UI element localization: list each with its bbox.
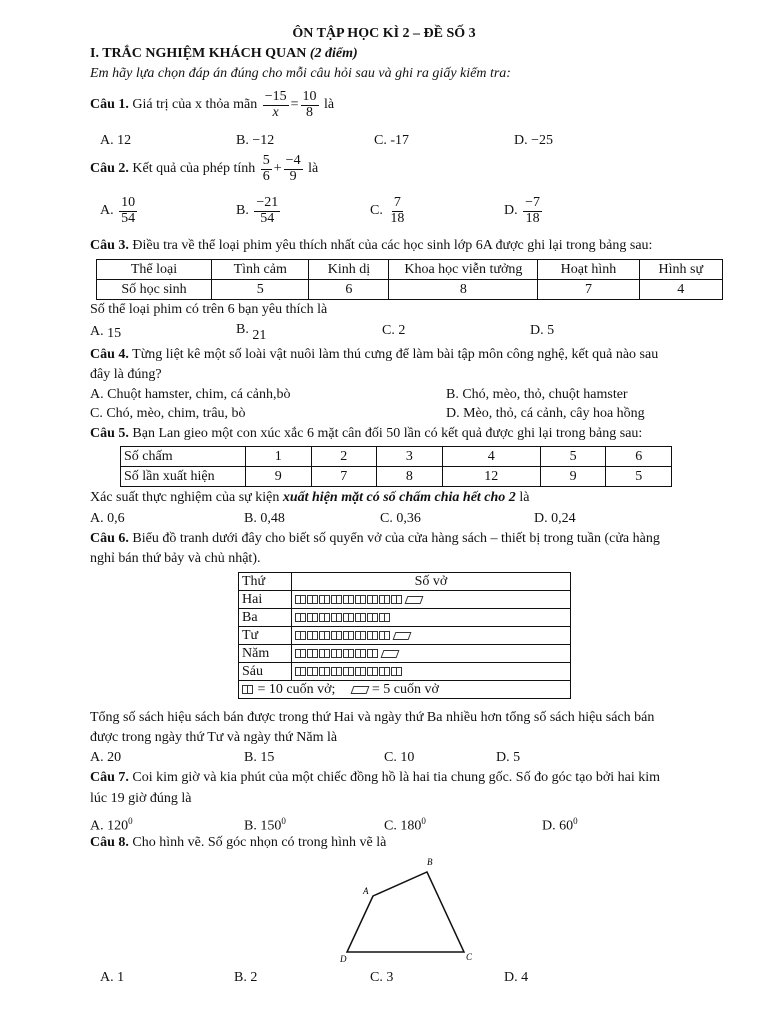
half-book-icon [381,650,400,658]
book-icon [295,631,306,640]
book-icon [367,613,378,622]
q3-option-c[interactable]: C. 2 [382,323,406,338]
q1-option-a[interactable]: A. 12 [100,133,132,148]
q1-equals: = [290,97,299,113]
table-row [97,260,723,280]
table-row [239,627,571,645]
q3-text: Điều tra về thể loại phim yêu thích nhất của các học sinh lớp 6A được ghi lại trong bảng sau: [132,238,653,253]
point-b-label: B [427,857,433,867]
q2-fraction-1: $\frac{5}{6}$ [262,153,270,184]
q1-fraction-2: $\frac{10}{8}$ [302,89,317,120]
q6-text-cont: nghỉ bán thứ bảy và chủ nhật). [90,551,261,566]
book-icon [367,631,378,640]
book-icon [343,631,354,640]
table-cell: Số vở [292,573,571,591]
q1-option-d[interactable]: D. −25 [514,133,554,148]
q3-label: Câu 3. [90,238,129,253]
book-icon [331,595,342,604]
q8-option-d[interactable]: D. 4 [504,970,529,985]
table-cell: Số chấm [121,447,246,467]
table-cell: Số học sinh [97,280,212,300]
book-icon [355,667,366,676]
book-icon [295,649,306,658]
q7-option-d[interactable]: D. $60^0$ [542,816,578,834]
q1-fraction-1: $\frac{-15}{x}$ [264,89,287,120]
table-row [239,591,571,609]
table-row [239,573,571,591]
book-icon [307,613,318,622]
icon-cell [292,591,571,609]
q8-option-b[interactable]: B. 2 [234,970,258,985]
q5-label: Câu 5. [90,426,129,441]
q8-text: Cho hình vẽ. Số góc nhọn có trong hình vẽ là [132,835,387,850]
book-icon [307,649,318,658]
table-cell: Khoa học viễn tưởng [389,260,538,280]
q6-option-a[interactable]: A. 20 [90,750,122,765]
book-icon [343,595,354,604]
table-cell: 5 [606,467,672,487]
q7-option-c[interactable]: C. $180^0$ [384,816,426,834]
q7-text: Coi kim giờ và kia phút của một chiếc đồng hồ là hai tia chung gốc. Số đo góc tạo bởi hai kim [132,770,661,785]
icon-cell [292,627,571,645]
q8-label: Câu 8. [90,835,129,850]
q3-option-b[interactable]: B. 21 [236,322,267,343]
table-cell: 1 [246,447,312,467]
table-cell: Hai [239,591,292,609]
q4-option-b[interactable]: B. Chó, mèo, thỏ, chuột hamster [446,387,628,402]
table-row [239,681,571,699]
table-row [97,280,723,300]
table-cell: 2 [311,447,377,467]
q2-plus: + [273,161,282,177]
table-cell: 8 [389,280,538,300]
table-cell: 4 [442,447,540,467]
table-cell: 7 [538,280,639,300]
q1-tail: là [324,97,335,113]
table-cell: 6 [606,447,672,467]
q7-option-a[interactable]: A. $120^0$ [90,816,133,834]
pictograph-legend [239,681,571,699]
book-icon [331,631,342,640]
book-icon [242,685,253,694]
question-8 [90,835,386,851]
table-row [239,645,571,663]
legend-half-label: = 5 cuốn vở [371,682,439,697]
q7-label: Câu 7. [90,770,129,785]
q6-option-b[interactable]: B. 15 [244,750,275,765]
q2-label: Câu 2. [90,161,129,177]
book-icon [367,649,378,658]
q3-option-a[interactable]: A. 15 [90,324,122,341]
q8-option-a[interactable]: A. 1 [100,970,125,985]
table-cell: Sáu [239,663,292,681]
book-icon [319,667,330,676]
table-row [121,467,672,487]
question-5 [90,426,642,442]
book-icon [319,631,330,640]
book-icon [307,595,318,604]
q4-option-a[interactable]: A. Chuột hamster, chim, cá cảnh,bò [90,387,291,402]
question-3 [90,238,652,254]
table-cell: Thể loại [97,260,212,280]
table-cell: 12 [442,467,540,487]
q6-option-d[interactable]: D. 5 [496,750,521,765]
book-icon [367,595,378,604]
book-icon [391,595,402,604]
section-heading [90,46,358,62]
q5-option-b[interactable]: B. 0,48 [244,511,285,526]
book-icon [307,631,318,640]
half-book-icon [351,686,370,694]
question-2 [90,154,318,184]
book-icon [319,649,330,658]
book-icon [379,595,390,604]
table-row [239,663,571,681]
book-icon [319,613,330,622]
q4-label: Câu 4. [90,347,129,362]
book-icon [295,595,306,604]
q5-option-c[interactable]: C. 0,36 [380,511,421,526]
book-icon [331,649,342,658]
book-icon [319,595,330,604]
book-icon [355,649,366,658]
q6-text: Biểu đồ tranh dưới đây cho biết số quyển vở của cửa hàng sách – thiết bị trong tuần (cửa hàng [132,531,660,546]
book-icon [343,613,354,622]
q5-table [120,446,672,487]
question-4 [90,347,658,363]
q5-option-d[interactable]: D. 0,24 [534,511,576,526]
table-cell: Năm [239,645,292,663]
book-icon [379,667,390,676]
q4-option-d[interactable]: D. Mèo, thỏ, cá cảnh, cây hoa hồng [446,406,645,421]
question-1 [90,90,334,120]
table-cell: 5 [540,447,606,467]
q8-option-c[interactable]: C. 3 [370,970,394,985]
question-7 [90,770,660,786]
book-icon [379,613,390,622]
pictograph [238,572,571,699]
book-icon [331,613,342,622]
book-icon [391,667,402,676]
icon-cell [292,645,571,663]
question-6 [90,531,660,547]
q1-label: Câu 1. [90,97,129,113]
instruction: Em hãy lựa chọn đáp án đúng cho mỗi câu hỏi sau và ghi ra giấy kiểm tra: [90,66,511,81]
icon-cell [292,663,571,681]
quadrilateral-figure [330,852,490,968]
q1-option-b[interactable]: B. −12 [236,133,275,148]
point-d-label: D [340,954,347,964]
table-cell: Hoạt hình [538,260,639,280]
q6-question: Tổng số sách hiệu sách bán được trong thứ Hai và ngày thứ Ba nhiều hơn tổng số sách hiệu sách bán [90,710,655,725]
book-icon [379,631,390,640]
q4-option-c[interactable]: C. Chó, mèo, chim, trâu, bò [90,406,246,421]
section-points: (2 điểm) [309,46,358,61]
book-icon [343,667,354,676]
book-icon [355,631,366,640]
legend-full-label: = 10 cuốn vở; [257,682,336,697]
quadrilateral [347,872,464,952]
table-cell: 6 [309,280,389,300]
book-icon [355,595,366,604]
q2-fraction-2: $\frac{-4}{9}$ [285,153,301,184]
q3-option-d[interactable]: D. 5 [530,323,555,338]
table-cell: 7 [311,467,377,487]
half-book-icon [405,596,424,604]
q1-text: Giá trị của x thỏa mãn [132,97,258,113]
q5-text: Bạn Lan gieo một con xúc xắc 6 mặt cân đối 50 lần có kết quả được ghi lại trong bảng sau: [132,426,643,441]
table-cell: 9 [540,467,606,487]
table-cell: Hình sự [639,260,722,280]
q7-text-cont: lúc 19 giờ đúng là [90,791,192,806]
q2-option-c[interactable]: C. $\frac{7}{18}$ [370,195,405,226]
table-cell: Ba [239,609,292,627]
q3-question: Số thể loại phim có trên 6 bạn yêu thích là [90,302,328,317]
q1-option-c[interactable]: C. -17 [374,133,409,148]
table-cell: 9 [246,467,312,487]
q2-tail: là [308,161,319,177]
table-row [121,447,672,467]
book-icon [367,667,378,676]
book-icon [343,649,354,658]
q4-text-cont: đây là đúng? [90,367,162,382]
table-cell: Tư [239,627,292,645]
table-cell: 8 [377,467,443,487]
table-cell: Tình cảm [212,260,309,280]
table-cell: 4 [639,280,722,300]
q2-option-d[interactable]: D. $\frac{-7}{18}$ [504,195,541,226]
q5-question: Xác suất thực nghiệm của sự kiện xuất hiện mặt có số chấm chia hết cho 2 là [90,490,530,505]
q5-option-a[interactable]: A. 0,6 [90,511,125,526]
q6-option-c[interactable]: C. 10 [384,750,415,765]
q6-label: Câu 6. [90,531,129,546]
q2-text: Kết quả của phép tính [132,161,256,177]
q6-question-cont: được trong ngày thứ Tư và ngày thứ Năm là [90,730,338,745]
q3-table [96,259,723,300]
q4-text: Từng liệt kê một số loài vật nuôi làm thú cưng để làm bài tập môn công nghệ, kết quả nào sau [132,347,659,362]
book-icon [355,613,366,622]
table-cell: Kinh dị [309,260,389,280]
book-icon [307,667,318,676]
point-a-label: A [363,886,369,896]
table-cell: Số lần xuất hiện [121,467,246,487]
section-title: I. TRẮC NGHIỆM KHÁCH QUAN [90,46,307,61]
table-cell: Thứ [239,573,292,591]
point-c-label: C [466,952,473,962]
q2-option-a[interactable]: A. $\frac{10}{54}$ [100,195,136,226]
half-book-icon [393,632,412,640]
q2-option-b[interactable]: B. $\frac{-21}{54}$ [236,195,279,226]
page-title: ÔN TẬP HỌC KÌ 2 – ĐỀ SỐ 3 [292,26,476,41]
book-icon [331,667,342,676]
book-icon [295,667,306,676]
table-cell: 5 [212,280,309,300]
book-icon [295,613,306,622]
q7-option-b[interactable]: B. $150^0$ [244,816,286,834]
table-cell: 3 [377,447,443,467]
table-row [239,609,571,627]
icon-cell [292,609,571,627]
